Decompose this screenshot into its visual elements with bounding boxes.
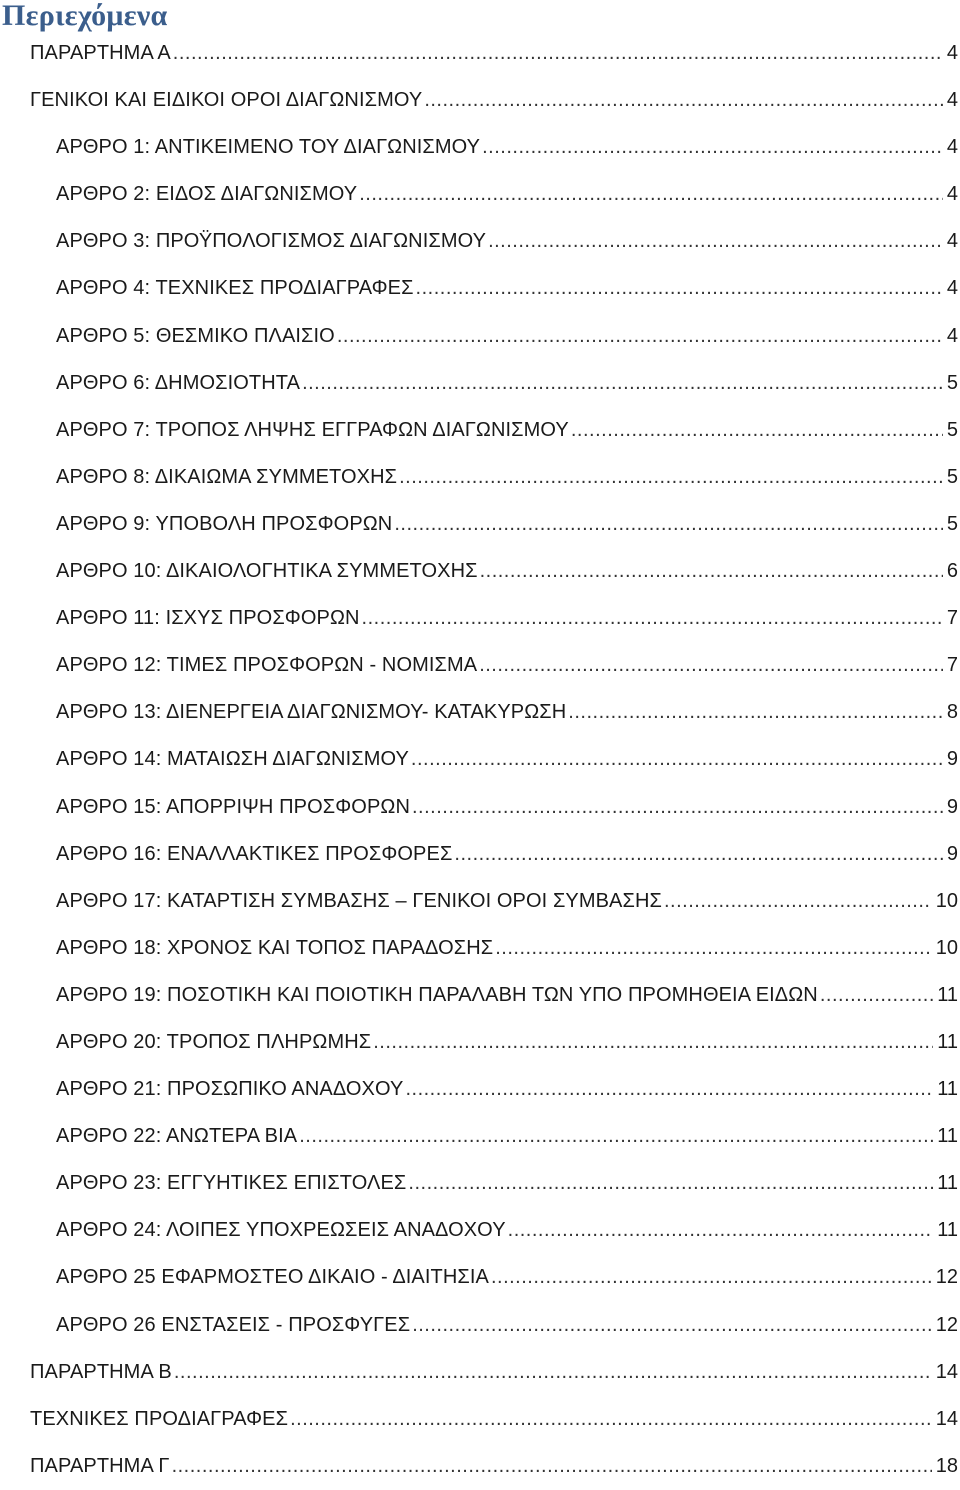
toc-entry[interactable] — [0, 1443, 960, 1490]
toc-entry-page-number: 12 — [935, 1313, 958, 1336]
toc-dot-leader — [820, 972, 933, 1019]
toc-entry-page-number: 18 — [935, 1454, 958, 1477]
toc-entry-page-number: 9 — [946, 795, 958, 818]
toc-entry-title: ΑΡΘΡΟ 7: ΤΡΟΠΟΣ ΛΗΨΗΣ ΕΓΓΡΑΦΩΝ ΔΙΑΓΩΝΙΣΜΟΥ — [56, 418, 569, 441]
toc-entry-page-number: 11 — [937, 1219, 958, 1242]
toc-dot-leader — [491, 1254, 932, 1301]
toc-entry-title: ΑΡΘΡΟ 1: ΑΝΤΙΚΕΙΜΕΝΟ ΤΟΥ ΔΙΑΓΩΝΙΣΜΟΥ — [56, 136, 481, 159]
toc-dot-leader — [479, 642, 943, 689]
toc-entry[interactable] — [0, 736, 960, 783]
toc-entry[interactable] — [0, 124, 960, 171]
toc-dot-leader — [411, 736, 943, 783]
toc-entry[interactable] — [0, 972, 960, 1019]
toc-entry[interactable] — [0, 1396, 960, 1443]
toc-entry[interactable] — [0, 548, 960, 595]
toc-entry-title: ΑΡΘΡΟ 17: ΚΑΤΑΡΤΙΣΗ ΣΥΜΒΑΣΗΣ – ΓΕΝΙΚΟΙ ΟΡΟΙ ΣΥΜΒΑΣΗΣ — [56, 889, 662, 912]
toc-list — [0, 30, 960, 1490]
toc-entry-page-number: 4 — [946, 183, 958, 206]
toc-entry-page-number: 5 — [946, 371, 958, 394]
toc-entry-page-number: 9 — [946, 748, 958, 771]
toc-entry-title: ΑΡΘΡΟ 20: ΤΡΟΠΟΣ ΠΛΗΡΩΜΗΣ — [56, 1030, 372, 1053]
toc-entry-title: ΑΡΘΡΟ 21: ΠΡΟΣΩΠΙΚΟ ΑΝΑΔΟΧΟΥ — [56, 1078, 404, 1101]
toc-entry-page-number: 4 — [946, 136, 958, 159]
toc-dot-leader — [362, 595, 943, 642]
toc-entry-page-number: 11 — [937, 1030, 958, 1053]
toc-entry-title: ΑΡΘΡΟ 13: ΔΙΕΝΕΡΓΕΙΑ ΔΙΑΓΩΝΙΣΜΟΥ- ΚΑΤΑΚΥΡΩΣΗ — [56, 701, 567, 724]
toc-entry-page-number: 11 — [937, 1172, 958, 1195]
toc-dot-leader — [454, 831, 942, 878]
toc-dot-leader — [571, 407, 943, 454]
toc-entry-page-number: 10 — [935, 936, 958, 959]
toc-entry-page-number: 4 — [946, 277, 958, 300]
toc-entry-title: ΑΡΘΡΟ 11: ΙΣΧΥΣ ΠΡΟΣΦΟΡΩΝ — [56, 607, 360, 630]
toc-entry[interactable] — [0, 407, 960, 454]
toc-dot-leader — [290, 1396, 932, 1443]
toc-entry[interactable] — [0, 831, 960, 878]
toc-entry-title: ΑΡΘΡΟ 12: ΤΙΜΕΣ ΠΡΟΣΦΟΡΩΝ - ΝΟΜΙΣΜΑ — [56, 654, 478, 677]
toc-entry[interactable] — [0, 77, 960, 124]
toc-entry[interactable] — [0, 595, 960, 642]
toc-entry-page-number: 4 — [946, 324, 958, 347]
toc-dot-leader — [508, 1207, 934, 1254]
toc-dot-leader — [399, 454, 943, 501]
toc-entry[interactable] — [0, 265, 960, 312]
toc-dot-leader — [568, 689, 943, 736]
toc-entry[interactable] — [0, 1302, 960, 1349]
toc-entry-page-number: 6 — [946, 560, 958, 583]
toc-entry-page-number: 4 — [946, 89, 958, 112]
toc-entry-page-number: 8 — [946, 701, 958, 724]
toc-entry-title: ΑΡΘΡΟ 15: ΑΠΟΡΡΙΨΗ ΠΡΟΣΦΟΡΩΝ — [56, 795, 410, 818]
toc-entry[interactable] — [0, 642, 960, 689]
toc-dot-leader — [488, 218, 943, 265]
toc-entry-title: ΑΡΘΡΟ 14: ΜΑΤΑΙΩΣΗ ΔΙΑΓΩΝΙΣΜΟΥ — [56, 748, 409, 771]
toc-entry-title: ΤΕΧΝΙΚΕΣ ΠΡΟΔΙΑΓΡΑΦΕΣ — [30, 1407, 289, 1430]
toc-entry-title: ΑΡΘΡΟ 22: ΑΝΩΤΕΡΑ ΒΙΑ — [56, 1125, 298, 1148]
toc-entry-page-number: 14 — [935, 1360, 958, 1383]
toc-entry-title: ΑΡΘΡΟ 4: ΤΕΧΝΙΚΕΣ ΠΡΟΔΙΑΓΡΑΦΕΣ — [56, 277, 414, 300]
toc-entry[interactable] — [0, 1254, 960, 1301]
toc-entry-page-number: 7 — [946, 654, 958, 677]
toc-entry-page-number: 11 — [937, 983, 958, 1006]
toc-entry-title: ΑΡΘΡΟ 23: ΕΓΓΥΗΤΙΚΕΣ ΕΠΙΣΤΟΛΕΣ — [56, 1172, 407, 1195]
toc-entry-title: ΠΑΡΑΡΤΗΜΑ Γ — [30, 1454, 170, 1477]
toc-entry[interactable] — [0, 1066, 960, 1113]
toc-entry-page-number: 9 — [946, 842, 958, 865]
toc-dot-leader — [174, 1349, 932, 1396]
toc-heading: Περιεχόμενα — [2, 0, 168, 32]
toc-entry-title: ΑΡΘΡΟ 25 ΕΦΑΡΜΟΣΤΕΟ ΔΙΚΑΙΟ - ΔΙΑΙΤΗΣΙΑ — [56, 1266, 489, 1289]
toc-entry-title: ΑΡΘΡΟ 18: ΧΡΟΝΟΣ ΚΑΙ ΤΟΠΟΣ ΠΑΡΑΔΟΣΗΣ — [56, 936, 494, 959]
toc-entry[interactable] — [0, 925, 960, 972]
toc-entry[interactable] — [0, 878, 960, 925]
toc-dot-leader — [424, 77, 943, 124]
toc-dot-leader — [302, 360, 943, 407]
toc-dot-leader — [495, 925, 932, 972]
toc-entry-title: ΠΑΡΑΡΤΗΜΑ Β — [30, 1360, 172, 1383]
toc-entry-title: ΠΑΡΑΡΤΗΜΑ Α — [30, 42, 171, 64]
toc-entry-title: ΑΡΘΡΟ 10: ΔΙΚΑΙΟΛΟΓΗΤΙΚΑ ΣΥΜΜΕΤΟΧΗΣ — [56, 560, 478, 583]
toc-entry-page-number: 10 — [935, 889, 958, 912]
toc-entry-page-number: 4 — [946, 42, 958, 64]
toc-dot-leader — [405, 1066, 933, 1113]
toc-entry[interactable] — [0, 1207, 960, 1254]
toc-dot-leader — [664, 878, 932, 925]
toc-dot-leader — [482, 124, 943, 171]
toc-dot-leader — [412, 784, 943, 831]
toc-entry-page-number: 12 — [935, 1266, 958, 1289]
toc-entry[interactable] — [0, 171, 960, 218]
toc-entry-page-number: 4 — [946, 230, 958, 253]
toc-entry[interactable] — [0, 501, 960, 548]
toc-entry[interactable] — [0, 454, 960, 501]
toc-entry[interactable] — [0, 784, 960, 831]
toc-entry-title: ΑΡΘΡΟ 8: ΔΙΚΑΙΩΜΑ ΣΥΜΜΕΤΟΧΗΣ — [56, 465, 398, 488]
toc-entry-page-number: 5 — [946, 512, 958, 535]
toc-entry[interactable] — [0, 218, 960, 265]
toc-entry-title: ΑΡΘΡΟ 5: ΘΕΣΜΙΚΟ ΠΛΑΙΣΙΟ — [56, 324, 335, 347]
toc-dot-leader — [337, 313, 943, 360]
toc-entry-page-number: 5 — [946, 418, 958, 441]
toc-entry-page-number: 7 — [946, 607, 958, 630]
toc-entry-page-number: 5 — [946, 465, 958, 488]
toc-dot-leader — [172, 1443, 932, 1490]
toc-entry[interactable] — [0, 1019, 960, 1066]
toc-entry[interactable] — [0, 1349, 960, 1396]
toc-entry-title: ΑΡΘΡΟ 6: ΔΗΜΟΣΙΟΤΗΤΑ — [56, 371, 301, 394]
toc-entry-title: ΑΡΘΡΟ 2: ΕΙΔΟΣ ΔΙΑΓΩΝΙΣΜΟΥ — [56, 183, 358, 206]
toc-entry[interactable] — [0, 689, 960, 736]
toc-entry-page-number: 11 — [937, 1078, 958, 1101]
toc-entry[interactable] — [0, 313, 960, 360]
toc-dot-leader — [408, 1160, 933, 1207]
toc-dot-leader — [412, 1302, 932, 1349]
toc-dot-leader — [359, 171, 943, 218]
toc-entry-title: ΑΡΘΡΟ 3: ΠΡΟΫΠΟΛΟΓΙΣΜΟΣ ΔΙΑΓΩΝΙΣΜΟΥ — [56, 230, 487, 253]
toc-dot-leader — [394, 501, 943, 548]
toc-entry[interactable] — [0, 1160, 960, 1207]
toc-entry[interactable] — [0, 30, 960, 77]
toc-entry-page-number: 11 — [937, 1125, 958, 1148]
toc-entry-title: ΑΡΘΡΟ 16: ΕΝΑΛΛΑΚΤΙΚΕΣ ΠΡΟΣΦΟΡΕΣ — [56, 842, 453, 865]
toc-dot-leader — [173, 30, 943, 77]
toc-entry-title: ΓΕΝΙΚΟΙ ΚΑΙ ΕΙΔΙΚΟΙ ΟΡΟΙ ΔΙΑΓΩΝΙΣΜΟΥ — [30, 89, 423, 112]
toc-entry-page-number: 14 — [935, 1407, 958, 1430]
toc-entry-title: ΑΡΘΡΟ 9: ΥΠΟΒΟΛΗ ΠΡΟΣΦΟΡΩΝ — [56, 512, 393, 535]
toc-dot-leader — [416, 265, 943, 312]
toc-entry[interactable] — [0, 1113, 960, 1160]
toc-entry-title: ΑΡΘΡΟ 24: ΛΟΙΠΕΣ ΥΠΟΧΡΕΩΣΕΙΣ ΑΝΑΔΟΧΟΥ — [56, 1219, 506, 1242]
toc-dot-leader — [299, 1113, 933, 1160]
toc-entry-title: ΑΡΘΡΟ 19: ΠΟΣΟΤΙΚΗ ΚΑΙ ΠΟΙΟΤΙΚΗ ΠΑΡΑΛΑΒΗ ΤΩΝ ΥΠΟ ΠΡΟΜΗΘΕΙΑ ΕΙΔΩΝ — [56, 983, 818, 1006]
toc-entry[interactable] — [0, 360, 960, 407]
toc-entry-title: ΑΡΘΡΟ 26 ΕΝΣΤΑΣΕΙΣ - ΠΡΟΣΦΥΓΕΣ — [56, 1313, 411, 1336]
toc-dot-leader — [480, 548, 943, 595]
toc-dot-leader — [373, 1019, 933, 1066]
